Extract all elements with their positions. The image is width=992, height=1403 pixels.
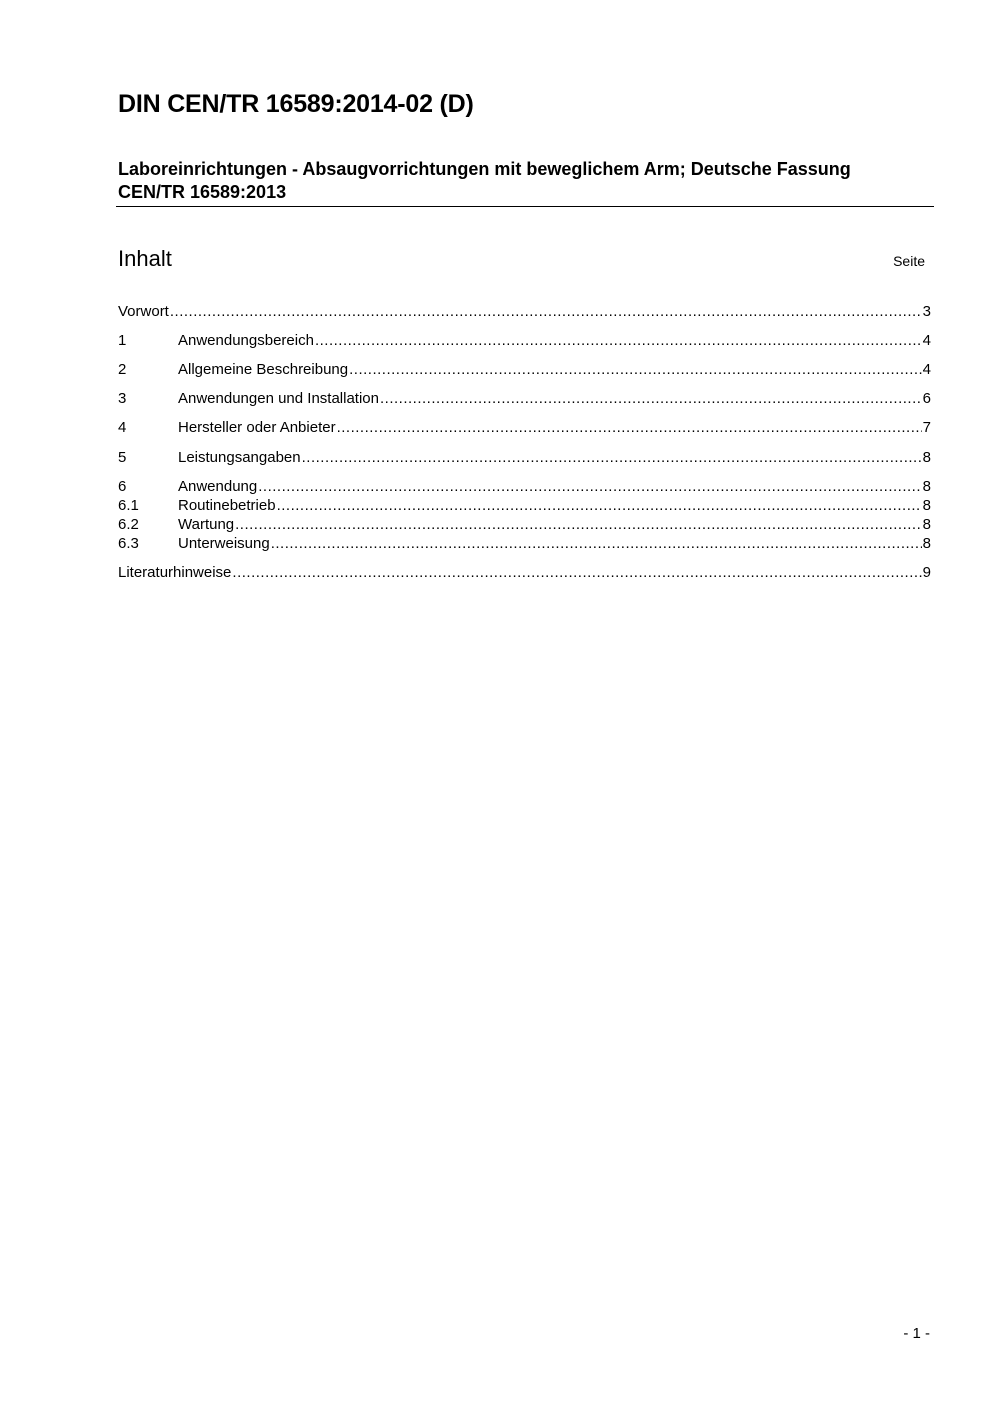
toc-entry-title: Anwendungen und Installation: [178, 390, 379, 407]
toc-entry-page: 3: [922, 303, 931, 320]
document-title: DIN CEN/TR 16589:2014-02 (D): [118, 90, 474, 118]
toc-entry-number: 6: [118, 478, 127, 495]
dot-leader: [380, 389, 922, 408]
toc-entry-page: 9: [922, 564, 931, 581]
toc-entry-title: Anwendungsbereich: [178, 332, 314, 349]
document-subtitle: Laboreinrichtungen - Absaugvorrichtungen mit beweglichem Arm; Deutsche Fassung CEN/TR 16589:2013: [118, 159, 851, 202]
toc-entry-number: 1: [118, 332, 127, 349]
toc-entry-number: 2: [118, 361, 127, 378]
toc-entry-page: 7: [922, 419, 931, 436]
toc-entry-title: Leistungsangaben: [178, 449, 301, 466]
toc-entry-page: 8: [922, 478, 931, 495]
dot-leader: [302, 448, 922, 467]
title-divider: [116, 206, 934, 207]
dot-leader: [315, 331, 922, 350]
toc-entry-title: Anwendung: [178, 478, 258, 495]
toc-entry-1[interactable]: [118, 331, 931, 350]
dot-leader: [258, 477, 921, 496]
toc-entry-5[interactable]: [118, 448, 931, 467]
toc-entry-title: Literaturhinweise: [118, 564, 232, 581]
dot-leader: [271, 534, 922, 553]
toc-entry-number: 6.2: [118, 516, 139, 533]
dot-leader: [170, 302, 922, 321]
toc-entry-title: Allgemeine Beschreibung: [178, 361, 349, 378]
toc-entry-4[interactable]: [118, 418, 931, 437]
toc-entry-number: 6.1: [118, 497, 139, 514]
toc-entry-6-2[interactable]: [118, 515, 931, 534]
toc-entry-page: 6: [922, 390, 931, 407]
toc-entry-number: 6.3: [118, 535, 139, 552]
page-number: - 1 -: [903, 1325, 930, 1342]
toc-entry-page: 8: [922, 516, 931, 533]
page-column-label: Seite: [893, 253, 925, 269]
dot-leader: [277, 496, 922, 515]
toc-entry-3[interactable]: [118, 389, 931, 408]
toc-entry-literaturhinweise[interactable]: [118, 563, 931, 582]
toc-entry-6[interactable]: [118, 477, 931, 496]
toc-entry-page: 8: [922, 535, 931, 552]
toc-entry-title: Wartung: [178, 516, 235, 533]
toc-heading: Inhalt: [118, 246, 172, 271]
toc-entry-6-3[interactable]: [118, 534, 931, 553]
toc-entry-page: 4: [922, 332, 931, 349]
toc-entry-page: 8: [922, 497, 931, 514]
toc-entry-vorwort[interactable]: [118, 302, 931, 321]
toc-entry-number: 5: [118, 449, 127, 466]
dot-leader: [349, 360, 922, 379]
toc-entry-number: 4: [118, 419, 127, 436]
toc-entry-page: 8: [922, 449, 931, 466]
dot-leader: [337, 418, 922, 437]
toc-entry-title: Vorwort: [118, 303, 169, 320]
toc-entry-title: Hersteller oder Anbieter: [178, 419, 336, 436]
dot-leader: [232, 563, 921, 582]
toc-entry-title: Routinebetrieb: [178, 497, 276, 514]
toc-entry-title: Unterweisung: [178, 535, 270, 552]
toc-entry-6-1[interactable]: [118, 496, 931, 515]
toc-entry-number: 3: [118, 390, 127, 407]
dot-leader: [235, 515, 922, 534]
toc-entry-page: 4: [922, 361, 931, 378]
toc-entry-2[interactable]: [118, 360, 931, 379]
